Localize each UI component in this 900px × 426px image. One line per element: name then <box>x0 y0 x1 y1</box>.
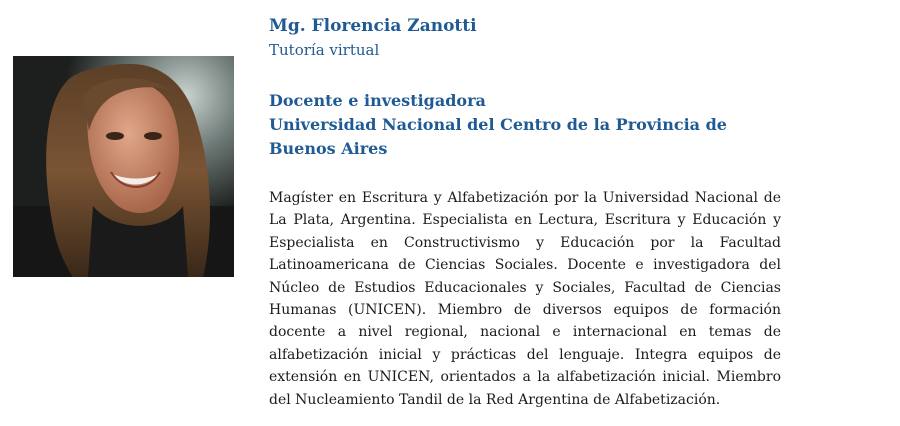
profile-info <box>269 14 781 411</box>
profile-photo <box>13 56 234 277</box>
profile-subtitle: Tutoría virtual <box>269 41 380 59</box>
profile-role: Docente e investigadora <box>269 91 486 110</box>
profile-name: Mg. Florencia Zanotti <box>269 16 477 36</box>
role-block <box>269 89 781 161</box>
profile-bio: Magíster en Escritura y Alfabetización por la Universidad Nacional de La Plata, Argentina. Especialista en Lectura, Escritura y Educación y Especialista en Constructivismo y Educación por la Facultad Latinoamericana de Ciencias Sociales. Docente e investigadora del Núcleo de Estudios Educacionales y Sociales, Facultad de Ciencias Humanas (UNICEN). Miembro de diversos equipos de formación docente a nivel regional, nacional e internacional en temas de alfabetización inicial y prácticas del lenguaje. Integra equipos de extensión en UNICEN, orientados a la alfabetización inicial. Miembro del Nucleamiento Tandil de la Red Argentina de Alfabetización. <box>269 190 781 408</box>
portrait-illustration <box>13 56 234 277</box>
profile-institution: Universidad Nacional del Centro de la Provincia de Buenos Aires <box>269 115 727 158</box>
